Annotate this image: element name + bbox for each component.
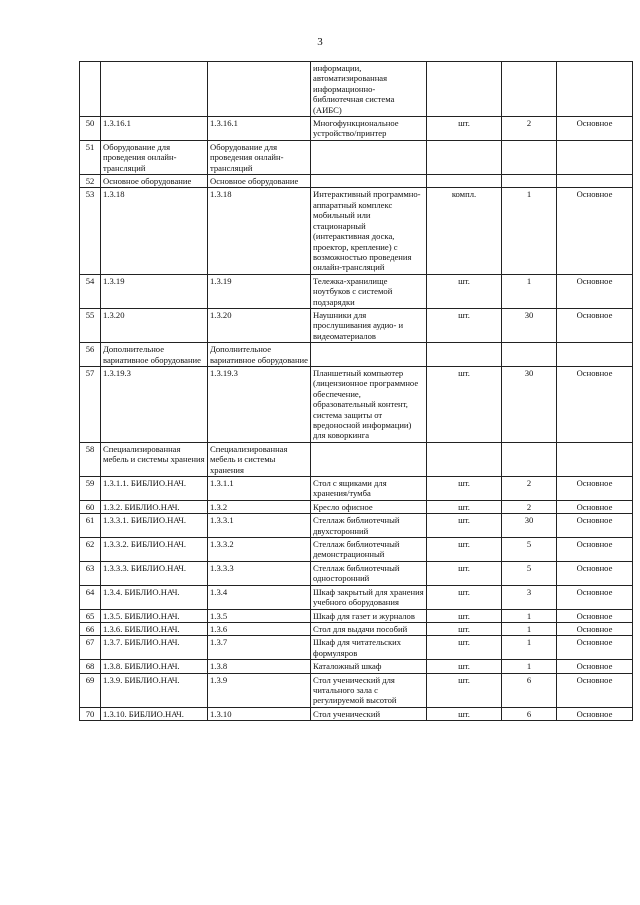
row-number-cell: 69: [80, 673, 101, 707]
table-row: [80, 538, 633, 562]
code-cell: 1.3.20: [101, 308, 208, 342]
quantity-cell: 5: [502, 538, 557, 562]
name-cell: Шкаф для газет и журналов: [311, 609, 427, 622]
code-short-cell: Специализированная мебель и системы хранения: [208, 442, 311, 476]
name-cell: Стол ученический: [311, 707, 427, 720]
row-number-cell: 64: [80, 585, 101, 609]
name-cell: Тележка-хранилище ноутбуков с системой подзарядки: [311, 274, 427, 308]
table-row: [80, 442, 633, 476]
category-cell: Основное: [557, 117, 633, 141]
table-row: [80, 308, 633, 342]
unit-cell: шт.: [427, 366, 502, 442]
code-short-cell: [208, 62, 311, 117]
code-short-cell: 1.3.5: [208, 609, 311, 622]
quantity-cell: 2: [502, 117, 557, 141]
code-short-cell: 1.3.2: [208, 500, 311, 513]
quantity-cell: 3: [502, 585, 557, 609]
unit-cell: [427, 62, 502, 117]
code-short-cell: 1.3.3.1: [208, 514, 311, 538]
table-row: [80, 609, 633, 622]
quantity-cell: 1: [502, 636, 557, 660]
row-number-cell: 65: [80, 609, 101, 622]
code-short-cell: Основное оборудование: [208, 175, 311, 188]
code-cell: 1.3.16.1: [101, 117, 208, 141]
category-cell: Основное: [557, 609, 633, 622]
unit-cell: шт.: [427, 477, 502, 501]
category-cell: Основное: [557, 561, 633, 585]
row-number-cell: 55: [80, 308, 101, 342]
unit-cell: шт.: [427, 561, 502, 585]
table-row: [80, 62, 633, 117]
code-cell: 1.3.3.3. БИБЛИО.НАЧ.: [101, 561, 208, 585]
unit-cell: шт.: [427, 500, 502, 513]
name-cell: Планшетный компьютер (лицензионное программное обеспечение, образовательный контент, система защиты от вредоносной информации) для коворкинга: [311, 366, 427, 442]
quantity-cell: [502, 175, 557, 188]
code-short-cell: 1.3.1.1: [208, 477, 311, 501]
table-row: [80, 140, 633, 174]
unit-cell: шт.: [427, 585, 502, 609]
equipment-table: [79, 61, 633, 721]
row-number-cell: 54: [80, 274, 101, 308]
unit-cell: [427, 343, 502, 367]
table-row: [80, 673, 633, 707]
name-cell: Стеллаж библиотечный демонстрационный: [311, 538, 427, 562]
name-cell: [311, 442, 427, 476]
page-number: 3: [317, 36, 323, 48]
unit-cell: шт.: [427, 636, 502, 660]
code-short-cell: 1.3.16.1: [208, 117, 311, 141]
table-row: [80, 585, 633, 609]
category-cell: Основное: [557, 622, 633, 635]
category-cell: Основное: [557, 585, 633, 609]
row-number-cell: 50: [80, 117, 101, 141]
category-cell: Основное: [557, 660, 633, 673]
code-cell: 1.3.19: [101, 274, 208, 308]
quantity-cell: 30: [502, 366, 557, 442]
code-cell: 1.3.2. БИБЛИО.НАЧ.: [101, 500, 208, 513]
category-cell: [557, 62, 633, 117]
category-cell: [557, 442, 633, 476]
code-short-cell: 1.3.18: [208, 188, 311, 274]
code-cell: 1.3.9. БИБЛИО.НАЧ.: [101, 673, 208, 707]
category-cell: Основное: [557, 274, 633, 308]
name-cell: Кресло офисное: [311, 500, 427, 513]
name-cell: Наушники для прослушивания аудио- и видеоматериалов: [311, 308, 427, 342]
quantity-cell: 2: [502, 500, 557, 513]
code-cell: Дополнительное вариативное оборудование: [101, 343, 208, 367]
code-short-cell: Оборудование для проведения онлайн-трансляций: [208, 140, 311, 174]
row-number-cell: [80, 62, 101, 117]
code-cell: 1.3.7. БИБЛИО.НАЧ.: [101, 636, 208, 660]
code-short-cell: 1.3.4: [208, 585, 311, 609]
quantity-cell: [502, 62, 557, 117]
quantity-cell: [502, 442, 557, 476]
row-number-cell: 57: [80, 366, 101, 442]
name-cell: [311, 175, 427, 188]
quantity-cell: [502, 140, 557, 174]
category-cell: [557, 343, 633, 367]
code-cell: Специализированная мебель и системы хранения: [101, 442, 208, 476]
table-body: [80, 62, 633, 721]
code-cell: 1.3.5. БИБЛИО.НАЧ.: [101, 609, 208, 622]
unit-cell: [427, 175, 502, 188]
table-row: [80, 660, 633, 673]
code-short-cell: 1.3.6: [208, 622, 311, 635]
quantity-cell: 1: [502, 188, 557, 274]
name-cell: Стол ученический для читального зала с регулируемой высотой: [311, 673, 427, 707]
quantity-cell: 1: [502, 274, 557, 308]
code-short-cell: 1.3.10: [208, 707, 311, 720]
name-cell: Шкаф закрытый для хранения учебного оборудования: [311, 585, 427, 609]
category-cell: Основное: [557, 673, 633, 707]
table-row: [80, 622, 633, 635]
table-row: [80, 188, 633, 274]
row-number-cell: 51: [80, 140, 101, 174]
unit-cell: шт.: [427, 274, 502, 308]
quantity-cell: 30: [502, 308, 557, 342]
code-cell: 1.3.8. БИБЛИО.НАЧ.: [101, 660, 208, 673]
unit-cell: шт.: [427, 514, 502, 538]
code-cell: 1.3.18: [101, 188, 208, 274]
quantity-cell: 30: [502, 514, 557, 538]
unit-cell: шт.: [427, 117, 502, 141]
name-cell: Стеллаж библиотечный двухсторонний: [311, 514, 427, 538]
row-number-cell: 67: [80, 636, 101, 660]
table-row: [80, 343, 633, 367]
code-cell: 1.3.19.3: [101, 366, 208, 442]
name-cell: Стеллаж библиотечный односторонний: [311, 561, 427, 585]
quantity-cell: 6: [502, 707, 557, 720]
quantity-cell: 1: [502, 660, 557, 673]
name-cell: [311, 343, 427, 367]
quantity-cell: 1: [502, 622, 557, 635]
table-row: [80, 175, 633, 188]
category-cell: Основное: [557, 366, 633, 442]
row-number-cell: 66: [80, 622, 101, 635]
quantity-cell: 1: [502, 609, 557, 622]
category-cell: Основное: [557, 477, 633, 501]
code-short-cell: 1.3.20: [208, 308, 311, 342]
unit-cell: шт.: [427, 538, 502, 562]
quantity-cell: 2: [502, 477, 557, 501]
row-number-cell: 59: [80, 477, 101, 501]
row-number-cell: 61: [80, 514, 101, 538]
category-cell: Основное: [557, 514, 633, 538]
code-cell: 1.3.3.1. БИБЛИО.НАЧ.: [101, 514, 208, 538]
code-cell: 1.3.3.2. БИБЛИО.НАЧ.: [101, 538, 208, 562]
code-cell: 1.3.6. БИБЛИО.НАЧ.: [101, 622, 208, 635]
code-short-cell: Дополнительное вариативное оборудование: [208, 343, 311, 367]
quantity-cell: [502, 343, 557, 367]
category-cell: Основное: [557, 636, 633, 660]
name-cell: Шкаф для читательских формуляров: [311, 636, 427, 660]
unit-cell: [427, 140, 502, 174]
category-cell: Основное: [557, 308, 633, 342]
row-number-cell: 58: [80, 442, 101, 476]
code-short-cell: 1.3.7: [208, 636, 311, 660]
row-number-cell: 68: [80, 660, 101, 673]
category-cell: Основное: [557, 188, 633, 274]
name-cell: [311, 140, 427, 174]
quantity-cell: 6: [502, 673, 557, 707]
row-number-cell: 62: [80, 538, 101, 562]
code-cell: Оборудование для проведения онлайн-трансляций: [101, 140, 208, 174]
code-cell: [101, 62, 208, 117]
code-cell: 1.3.1.1. БИБЛИО.НАЧ.: [101, 477, 208, 501]
unit-cell: шт.: [427, 609, 502, 622]
code-short-cell: 1.3.8: [208, 660, 311, 673]
name-cell: Каталожный шкаф: [311, 660, 427, 673]
unit-cell: [427, 442, 502, 476]
row-number-cell: 70: [80, 707, 101, 720]
table-row: [80, 707, 633, 720]
category-cell: [557, 175, 633, 188]
row-number-cell: 60: [80, 500, 101, 513]
unit-cell: шт.: [427, 707, 502, 720]
row-number-cell: 63: [80, 561, 101, 585]
unit-cell: шт.: [427, 308, 502, 342]
code-cell: Основное оборудование: [101, 175, 208, 188]
name-cell: Многофункциональное устройство/принтер: [311, 117, 427, 141]
category-cell: Основное: [557, 538, 633, 562]
quantity-cell: 5: [502, 561, 557, 585]
table-row: [80, 477, 633, 501]
table-row: [80, 636, 633, 660]
table-row: [80, 561, 633, 585]
row-number-cell: 52: [80, 175, 101, 188]
unit-cell: шт.: [427, 660, 502, 673]
code-short-cell: 1.3.9: [208, 673, 311, 707]
row-number-cell: 53: [80, 188, 101, 274]
table-row: [80, 117, 633, 141]
row-number-cell: 56: [80, 343, 101, 367]
category-cell: Основное: [557, 500, 633, 513]
table-row: [80, 366, 633, 442]
name-cell: Стол с ящиками для хранения/тумба: [311, 477, 427, 501]
name-cell: Стол для выдачи пособий: [311, 622, 427, 635]
code-short-cell: 1.3.19.3: [208, 366, 311, 442]
name-cell: Интерактивный программно-аппаратный комплекс мобильный или стационарный (интерактивная доска, проектор, крепление) с возможностью проведения онлайн-трансляций: [311, 188, 427, 274]
code-cell: 1.3.10. БИБЛИО.НАЧ.: [101, 707, 208, 720]
code-short-cell: 1.3.3.2: [208, 538, 311, 562]
name-cell: информации, автоматизированная информационно-библиотечная система (АИБС): [311, 62, 427, 117]
category-cell: Основное: [557, 707, 633, 720]
code-short-cell: 1.3.19: [208, 274, 311, 308]
unit-cell: шт.: [427, 622, 502, 635]
table-row: [80, 500, 633, 513]
category-cell: [557, 140, 633, 174]
table-row: [80, 514, 633, 538]
code-short-cell: 1.3.3.3: [208, 561, 311, 585]
code-cell: 1.3.4. БИБЛИО.НАЧ.: [101, 585, 208, 609]
table-row: [80, 274, 633, 308]
unit-cell: шт.: [427, 673, 502, 707]
unit-cell: компл.: [427, 188, 502, 274]
